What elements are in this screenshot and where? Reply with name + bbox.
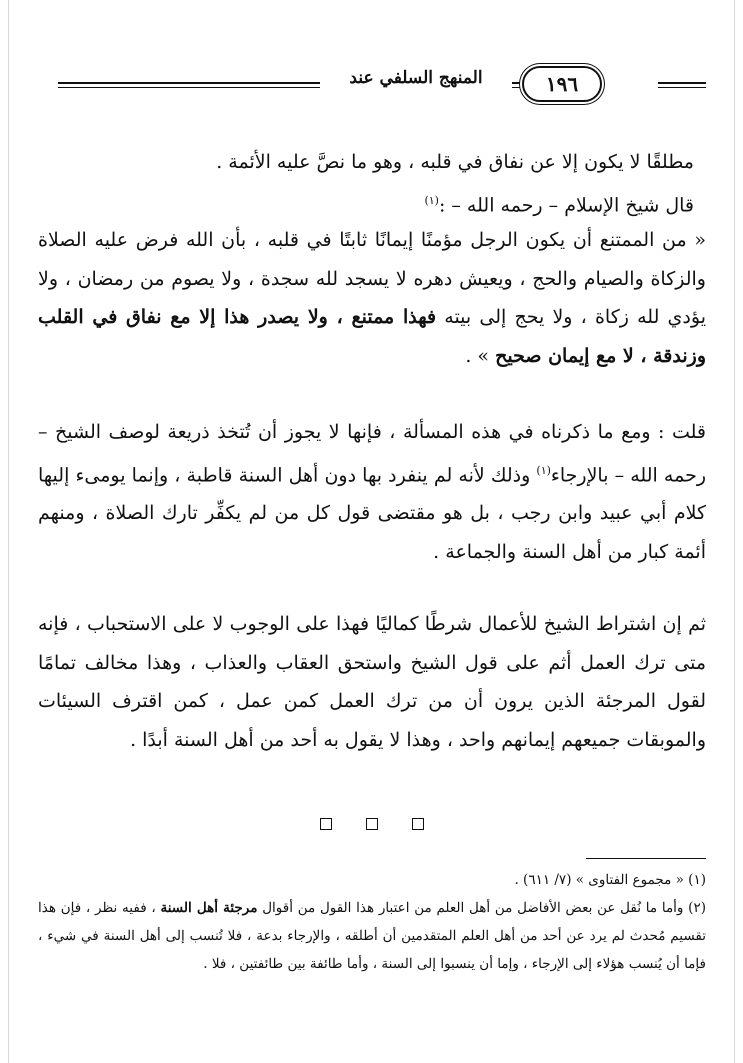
quote-intro-text: قال شيخ الإسلام – رحمه الله – : (438, 194, 694, 217)
separator-square (366, 818, 378, 830)
page-number: ١٩٦ (522, 66, 602, 102)
page-edge-line (734, 0, 735, 1063)
footnote-2-text-2: ، ففيه نظر ، فإن هذا تقسيم مُحدث لم يرد عن أحد من أهل العلم المتقدمين أن أطلقه ، والإرجاء بدعة ، فلا تُنسب إلى أهل السنة في شيء ، فإما أن يُنسب هؤلاء إلى الإرجاء ، وإما أن ينسبوا إلى السنة ، وأما طائفة بين طائفتين ، فلا . (38, 900, 706, 972)
running-title: المنهج السلفي عند (320, 68, 512, 88)
paragraph-commentary (38, 413, 706, 571)
footnote-ref: (١) (424, 194, 439, 207)
header-rule (658, 82, 706, 88)
footnote-rule (586, 858, 706, 859)
footnote-2-text-1: (٢) وأما ما نُقل عن بعض الأفاضل من أهل العلم من اعتبار هذا القول من أقوال (257, 900, 706, 916)
footnote-1: (١) « مجموع الفتاوى » (٧/ ٦١١) . (514, 872, 706, 888)
page-header (58, 66, 706, 106)
quotation-close: » . (465, 344, 496, 367)
separator-square (320, 818, 332, 830)
paragraph-1: مطلقًا لا يكون إلا عن نفاق في قلبه ، وهو ما نصَّ عليه الأئمة . (216, 151, 694, 173)
page-edge-line (8, 0, 9, 1063)
paragraph-quotation (38, 221, 706, 375)
paragraph-quote-intro (300, 182, 694, 225)
commentary-text-1: قلت : ومع ما ذكرناه في هذه المسألة ، فإنها لا يجوز أن تُتخذ ذريعة لوصف الشيخ – رحمه الله – بالإرجاء (38, 421, 706, 486)
footnote-ref: (١) (536, 463, 551, 477)
quotation-text: « من الممتنع أن يكون الرجل مؤمنًا إيمانًا ثابتًا في قلبه ، بأن الله فرض عليه الصلاة والزكاة والصيام والحج ، ويعيش دهره لا يسجد لله سجدة ، ولا يصوم من رمضان ، ولا يؤدي لله زكاة ، ولا يحج إلى بيته (38, 229, 706, 328)
quotation-bold-text: فهذا ممتنع ، ولا يصدر هذا إلا مع نفاق في القلب وزندقة ، لا مع إيمان صحيح (38, 306, 706, 367)
paragraph-conclusion: ثم إن اشتراط الشيخ للأعمال شرطًا كماليًا فهذا على الوجوب لا على الاستحباب ، فإنه متى ترك العمل أثم على قول الشيخ واستحق العقاب والعذاب ، وهذا مخالف تمامًا لقول المرجئة الذين يرون أن من ترك العمل كمن عمل ، كمن اقترف السيئات والموبقات جميعهم إيمانهم واحد ، وهذا لا يقول به أحد من أهل السنة أبدًا . (38, 613, 706, 751)
footnote-2-bold: مرجئة أهل السنة (160, 900, 258, 916)
commentary-text-2: وذلك لأنه لم ينفرد بها دون أهل السنة قاطبة ، وإنما يومىء إليها كلام أبي عبيد وابن رجب ، بل هو مقتضى قول كل من لم يكفِّر تارك الصلاة ، ومنهم أئمة كبار من أهل السنة والجماعة . (38, 463, 706, 563)
separator-square (412, 818, 424, 830)
footnote-2 (38, 894, 706, 978)
section-separator (320, 818, 430, 834)
